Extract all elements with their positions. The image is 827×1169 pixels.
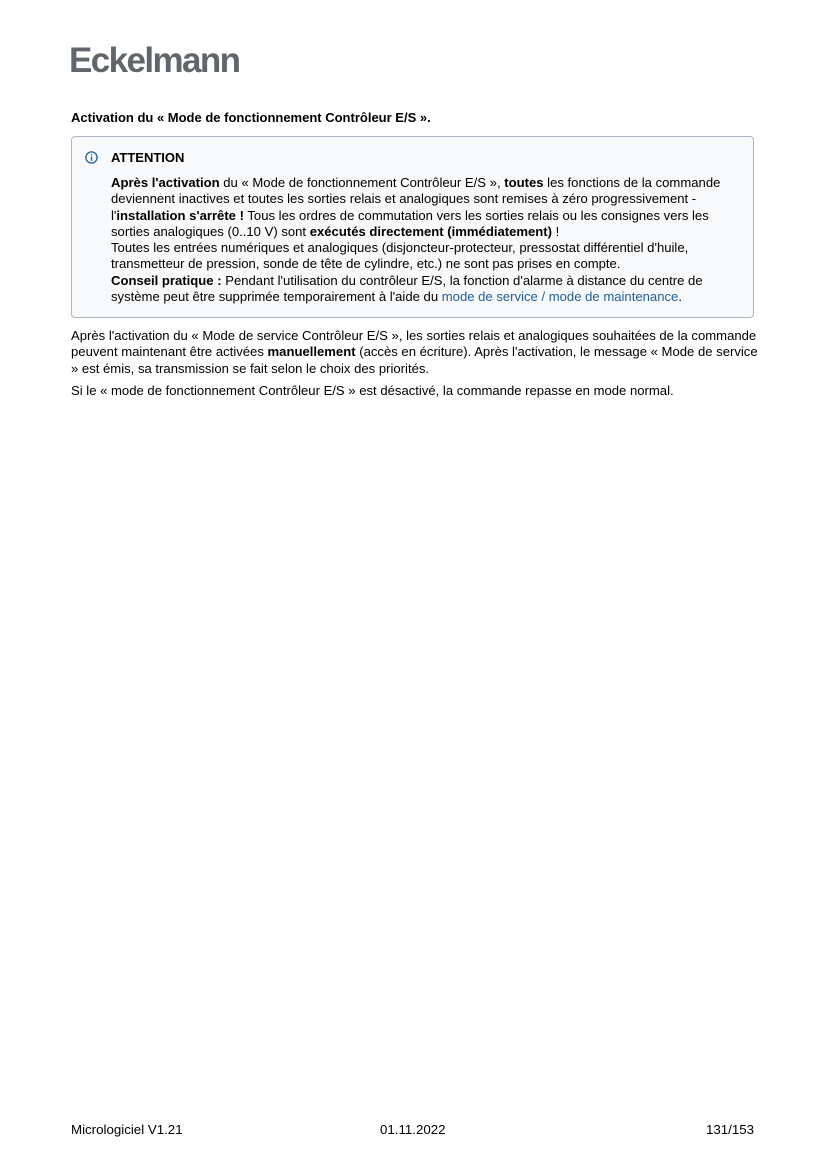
notice-text: !: [552, 223, 560, 239]
body-text: (accès en écriture). Après l'activation, le message « Mode de service » est émis, sa transmission se fait selon le choix des priorités.: [71, 344, 758, 376]
notice-text: .: [678, 289, 682, 305]
notice-body: [111, 175, 747, 305]
footer-firmware-version: Micrologiciel V1.21: [71, 1122, 183, 1137]
notice-emphasis: installation s'arrête !: [116, 207, 244, 223]
notice-text: les fonctions de la commande deviennent inactives et toutes les sorties relais et analogiques sont remises à zéro progressivement - l': [111, 175, 721, 223]
section-title: Activation du « Mode de fonctionnement Contrôleur E/S ».: [71, 110, 431, 125]
footer-date: 01.11.2022: [380, 1122, 446, 1137]
body-paragraph-service-mode: [71, 328, 761, 377]
attention-notice: [71, 136, 754, 318]
body-text: Après l'activation du « Mode de service Contrôleur E/S », les sorties relais et analogiques souhaitées de la commande peuvent maintenant être activées: [71, 328, 757, 360]
notice-text: Pendant l'utilisation du contrôleur E/S, la fonction d'alarme à distance du centre de système peut être supprimée temporairement à l'aide du: [111, 272, 703, 305]
notice-paragraph-activation: [111, 175, 747, 240]
notice-text: Tous les ordres de commutation vers les sorties relais ou les consignes vers les sorties analogiques (0..10 V) sont: [111, 207, 709, 239]
info-icon: [85, 151, 98, 164]
notice-paragraph-tip: [111, 273, 747, 306]
notice-emphasis: Après l'activation: [111, 175, 220, 190]
body-paragraph-deactivation: Si le « mode de fonctionnement Contrôleur E/S » est désactivé, la commande repasse en mode normal.: [71, 383, 674, 398]
footer-page-number: 131/153: [706, 1122, 755, 1137]
company-logo: Eckelmann: [69, 41, 240, 80]
notice-title: ATTENTION: [111, 150, 185, 165]
service-mode-link[interactable]: mode de service / mode de maintenance: [441, 289, 679, 305]
notice-text: du « Mode de fonctionnement Contrôleur E/S »,: [219, 175, 505, 190]
notice-emphasis: toutes: [504, 175, 544, 190]
body-emphasis: manuellement: [267, 344, 356, 360]
notice-emphasis: exécutés directement (immédiatement): [309, 223, 553, 239]
notice-emphasis: Conseil pratique :: [111, 272, 222, 288]
notice-paragraph-inputs: Toutes les entrées numériques et analogiques (disjoncteur-protecteur, pressostat différentiel d'huile, transmetteur de pression, sonde de tête de cylindre, etc.) ne sont pas prises en compte.: [111, 240, 689, 272]
